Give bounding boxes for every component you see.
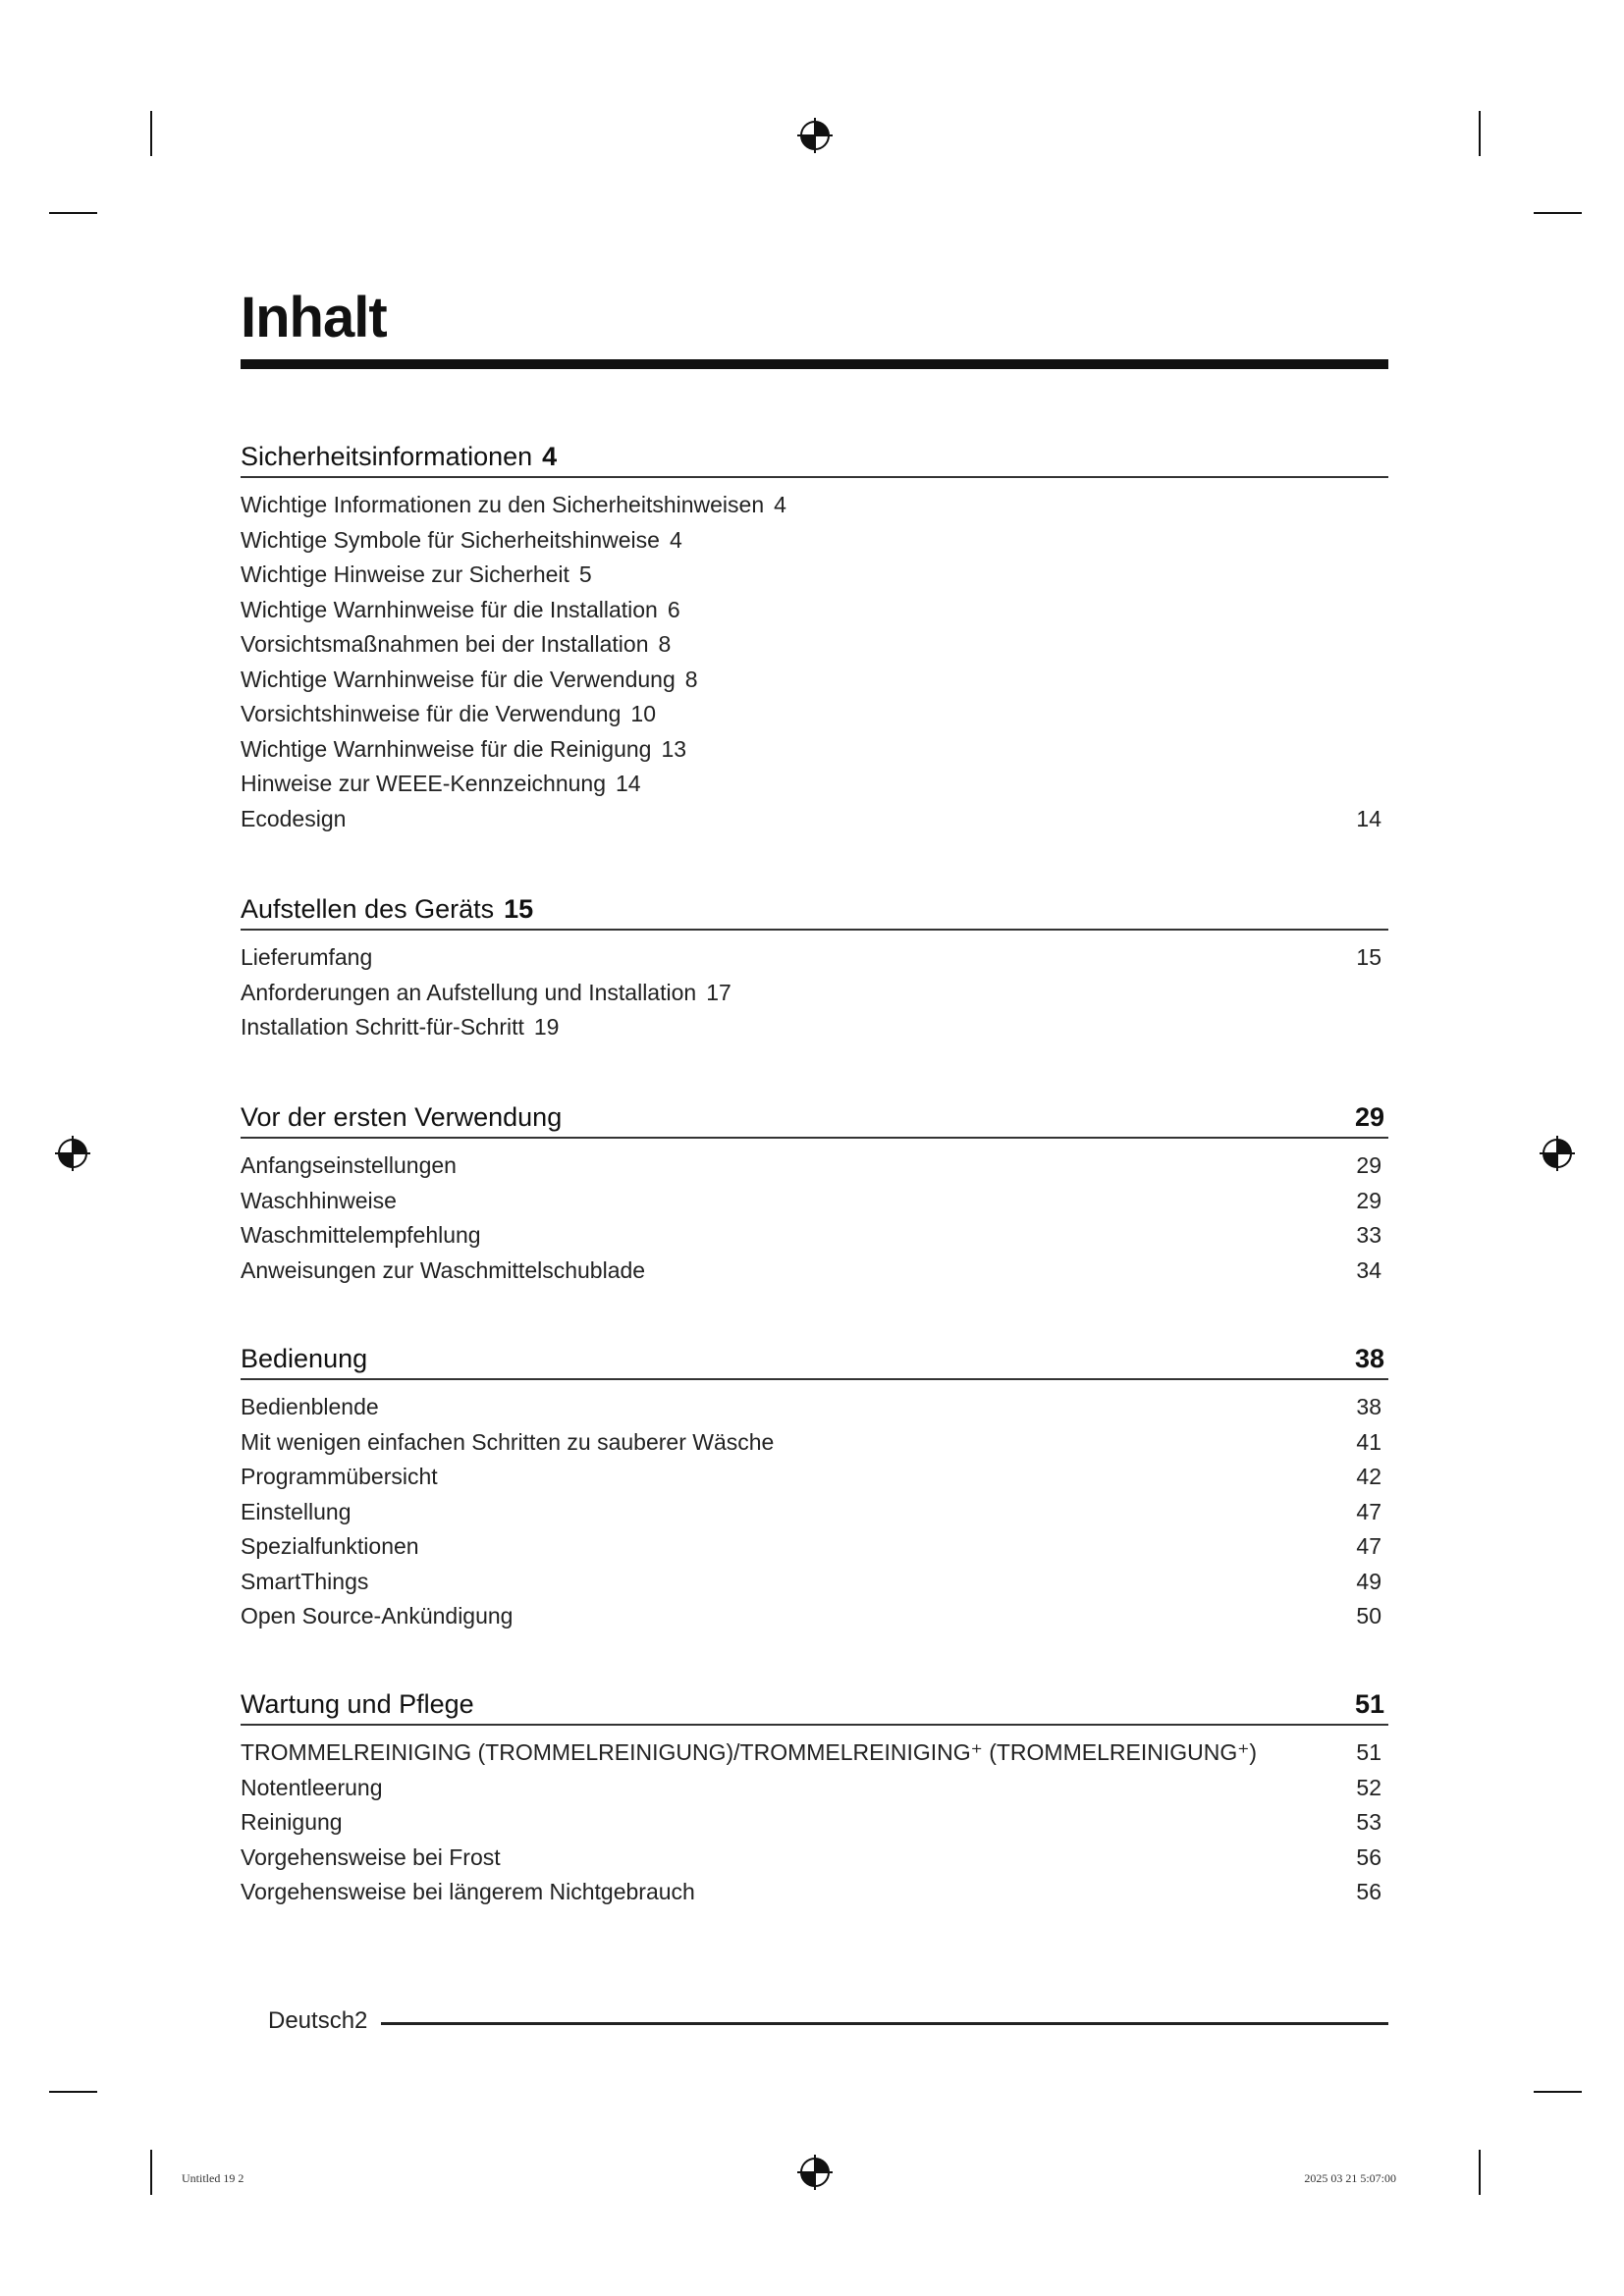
toc-item[interactable] [241,980,1388,1015]
crop-mark [1479,2150,1481,2195]
toc-section-maintenance [241,1688,1388,1914]
toc-item[interactable] [241,1569,1388,1604]
toc-item-title: Wichtige Informationen zu den Sicherheitshinweisen [241,492,765,517]
toc-item-page: 4 [669,526,682,553]
toc-item-title: SmartThings [241,1568,369,1594]
toc-item-page-right: 52 [1356,1774,1381,1800]
toc-item-title: Open Source-Ankündigung [241,1603,514,1629]
toc-item-title: TROMMELREINIGING (TROMMELREINIGUNG)/TROMMELREINIGING⁺ (TROMMELREINIGUNG⁺) [241,1739,1258,1765]
section-page-right: 38 [1354,1344,1384,1373]
title-rule [241,359,1388,369]
toc-item[interactable] [241,1739,1388,1775]
toc-item-list [241,1152,1388,1292]
toc-item[interactable] [241,561,1388,597]
crop-mark [1534,2091,1582,2093]
toc-item-title: Vorgehensweise bei Frost [241,1843,501,1870]
toc-item-page: 14 [616,771,641,796]
toc-item[interactable] [241,1222,1388,1257]
toc-item-title: Spezialfunktionen [241,1533,419,1559]
toc-section-heading[interactable] [241,893,1388,931]
toc-item-page: 10 [630,701,656,726]
section-page-right: 29 [1354,1102,1384,1132]
toc-item-title: Waschmittelempfehlung [241,1222,481,1248]
toc-section-safety [241,441,1388,840]
toc-item[interactable] [241,771,1388,806]
toc-item[interactable] [241,631,1388,667]
section-title: Sicherheitsinformationen [241,442,533,471]
registration-mark-icon [795,2153,835,2192]
toc-item-title: Anforderungen an Aufstellung und Installation [241,979,697,1005]
toc-item-page: 5 [578,561,592,587]
toc-item[interactable] [241,701,1388,736]
toc-item-page-right: 34 [1356,1256,1381,1283]
toc-item[interactable] [241,1775,1388,1810]
toc-item-page: 4 [774,492,786,517]
toc-item-page: 17 [706,979,731,1005]
toc-item-title: Wichtige Warnhinweise für die Reinigung [241,735,652,762]
registration-mark-icon [1538,1134,1577,1173]
toc-item-list [241,1394,1388,1638]
toc-item-title: Vorgehensweise bei längerem Nichtgebrauch [241,1879,695,1904]
print-slug-right: 2025 03 21 5:07:00 [1304,2171,1396,2185]
toc-item-title: Reinigung [241,1809,343,1835]
toc-item[interactable] [241,1809,1388,1844]
toc-item-page-right: 42 [1356,1464,1381,1489]
toc-item-title: Wichtige Warnhinweise für die Installation [241,596,658,622]
toc-item-page-right: 47 [1356,1533,1381,1559]
toc-item-page: 8 [684,666,698,692]
toc-item[interactable] [241,1188,1388,1223]
toc-item-page: 19 [533,1014,560,1040]
toc-item-title: Ecodesign [241,805,347,831]
toc-item[interactable] [241,1533,1388,1569]
toc-item-page-right: 14 [1356,805,1381,831]
toc-section-heading[interactable] [241,1101,1388,1139]
toc-item-page-right: 53 [1356,1809,1381,1835]
toc-item-page-right: 56 [1356,1843,1381,1870]
footer-page-label: Deutsch2 [268,2007,368,2034]
toc-item[interactable] [241,1394,1388,1429]
toc-item[interactable] [241,1152,1388,1188]
toc-section-heading[interactable] [241,1688,1388,1726]
toc-item-list [241,492,1388,840]
toc-item-title: Installation Schritt-für-Schritt [241,1014,524,1040]
section-page: 4 [542,442,558,471]
toc-item[interactable] [241,806,1388,841]
toc-item[interactable] [241,1603,1388,1638]
toc-item[interactable] [241,667,1388,702]
toc-item[interactable] [241,1257,1388,1293]
toc-item-page-right: 47 [1356,1498,1381,1524]
toc-item-title: Programmübersicht [241,1464,438,1489]
toc-item[interactable] [241,597,1388,632]
toc-item[interactable] [241,1464,1388,1499]
toc-item[interactable] [241,736,1388,772]
toc-item[interactable] [241,1014,1388,1049]
toc-item-title: Anweisungen zur Waschmittelschublade [241,1256,646,1283]
toc-item[interactable] [241,527,1388,562]
toc-item[interactable] [241,1879,1388,1914]
section-title: Aufstellen des Geräts [241,894,495,924]
toc-item[interactable] [241,944,1388,980]
toc-item-title: Einstellung [241,1498,352,1524]
toc-item-page: 8 [658,631,672,657]
toc-item-title: Wichtige Hinweise zur Sicherheit [241,561,569,587]
toc-item[interactable] [241,1844,1388,1880]
crop-mark [1534,212,1582,214]
toc-item-page-right: 49 [1356,1568,1381,1594]
toc-item-title: Notentleerung [241,1774,383,1800]
toc-section-heading[interactable] [241,1343,1388,1380]
toc-item-title: Wichtige Symbole für Sicherheitshinweise [241,526,660,553]
toc-item-page-right: 50 [1356,1603,1381,1629]
toc-item-page-right: 29 [1356,1187,1381,1213]
footer-rule [381,2022,1388,2025]
section-page-right: 51 [1354,1689,1384,1719]
toc-item-title: Wichtige Warnhinweise für die Verwendung [241,666,676,692]
toc-item-title: Anfangseinstellungen [241,1152,457,1178]
toc-section-operation [241,1343,1388,1638]
toc-item-page: 6 [667,596,680,622]
section-page: 15 [504,894,534,924]
page-title: Inhalt [241,286,387,349]
toc-item-page-right: 33 [1356,1222,1381,1248]
crop-mark [49,2091,97,2093]
toc-item[interactable] [241,1499,1388,1534]
toc-section-setup [241,893,1388,1049]
toc-section-heading[interactable] [241,441,1388,478]
toc-item-page-right: 38 [1356,1394,1381,1419]
toc-item-title: Hinweise zur WEEE-Kennzeichnung [241,771,607,796]
toc-item-page-right: 51 [1356,1739,1381,1765]
toc-item-page-right: 56 [1356,1879,1381,1904]
crop-mark [1479,111,1481,156]
crop-mark [150,111,152,156]
toc-item-title: Waschhinweise [241,1187,397,1213]
toc-item-title: Lieferumfang [241,944,373,970]
crop-mark [49,212,97,214]
toc-item-page: 13 [661,735,687,762]
print-slug-left: Untitled 19 2 [182,2171,244,2185]
toc-item-title: Vorsichtshinweise für die Verwendung [241,701,622,726]
toc-section-before-first-use [241,1101,1388,1292]
registration-mark-icon [795,116,835,155]
toc-item-list [241,944,1388,1049]
toc-item[interactable] [241,1429,1388,1465]
toc-item-list [241,1739,1388,1914]
section-title: Wartung und Pflege [241,1689,474,1719]
toc-item[interactable] [241,492,1388,527]
toc-item-title: Mit wenigen einfachen Schritten zu sauberer Wäsche [241,1428,775,1455]
toc-item-title: Vorsichtsmaßnahmen bei der Installation [241,631,649,657]
toc-item-page-right: 41 [1356,1428,1381,1455]
crop-mark [150,2150,152,2195]
section-title: Vor der ersten Verwendung [241,1102,563,1132]
toc-item-page-right: 15 [1356,944,1381,970]
section-title: Bedienung [241,1344,368,1373]
registration-mark-icon [53,1134,92,1173]
toc-item-page-right: 29 [1356,1152,1381,1178]
toc-item-title: Bedienblende [241,1394,379,1419]
